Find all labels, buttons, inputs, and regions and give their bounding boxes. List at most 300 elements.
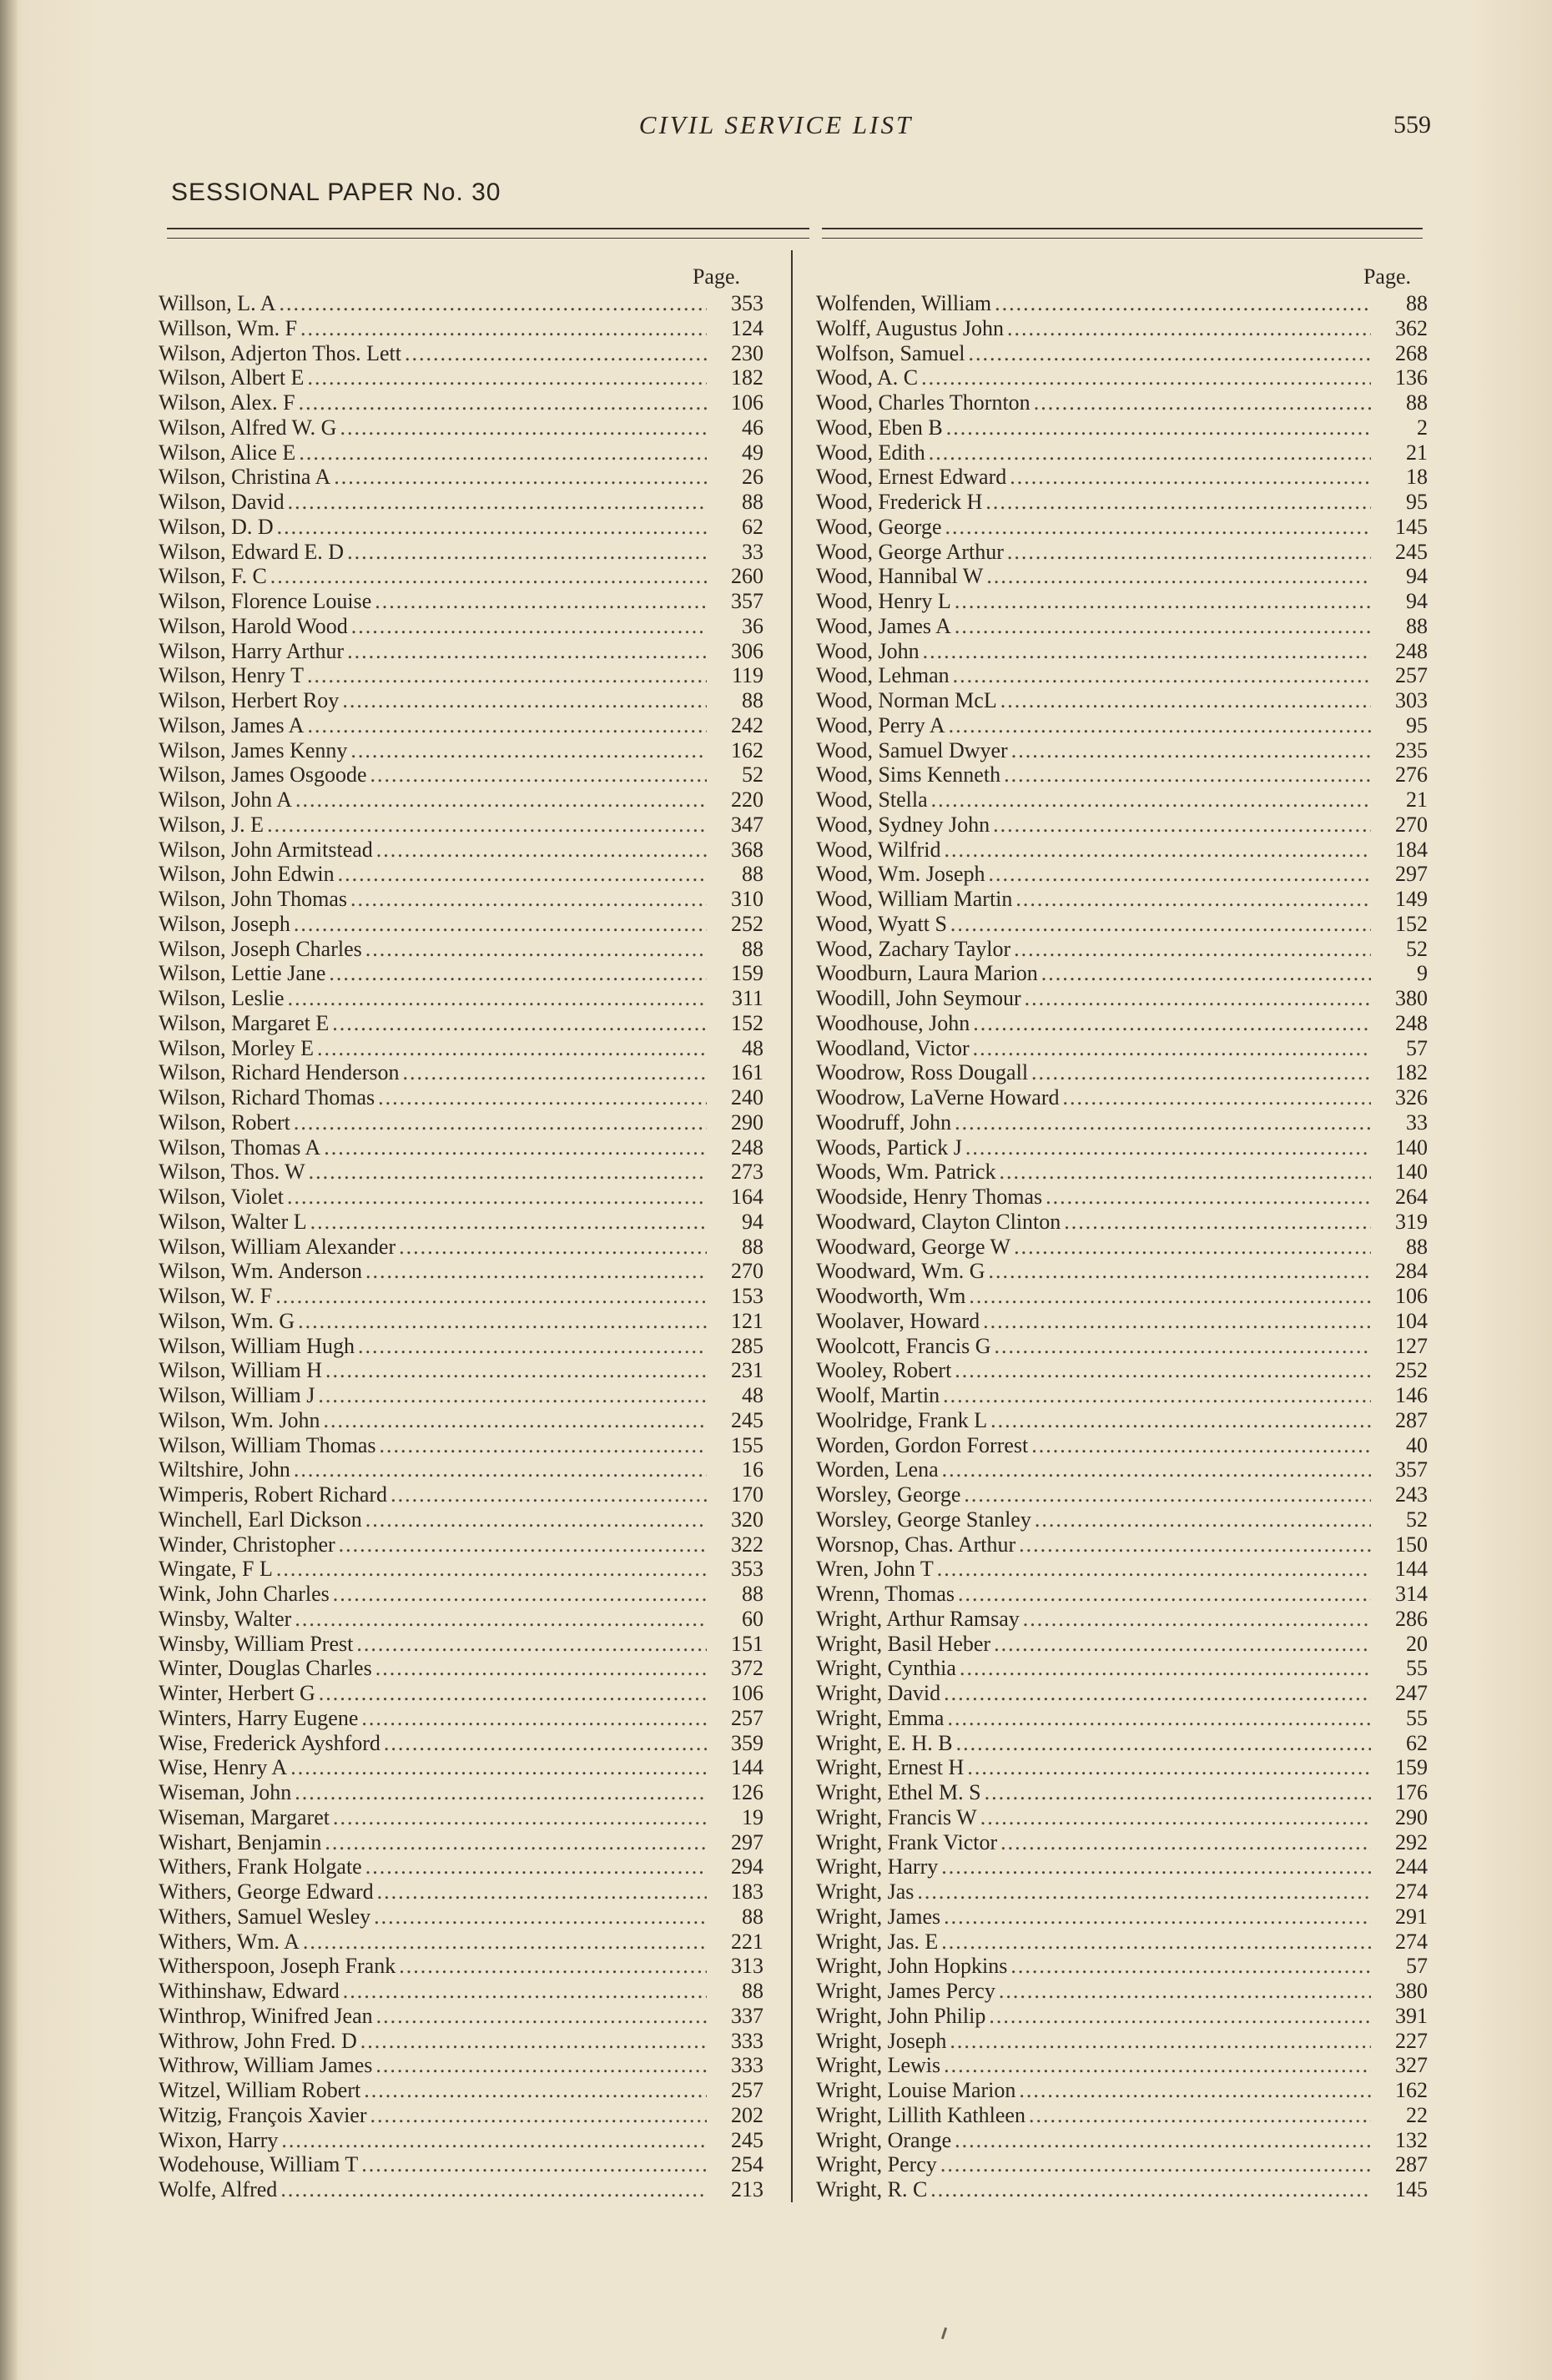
leader-dots: [955, 614, 1371, 639]
entry-name: Woodward, Wm. G: [816, 1259, 985, 1284]
entry-name: Wilson, Wm. Anderson: [159, 1259, 363, 1284]
entry-name: Wilson, William H: [159, 1358, 323, 1383]
entry-page-number: 333: [731, 2028, 763, 2053]
index-entry: [159, 1433, 763, 1458]
entry-page-number: 33: [1406, 1109, 1428, 1135]
index-entry: [816, 1854, 1428, 1879]
index-entry: [816, 1830, 1428, 1855]
header-rule-left: [167, 228, 809, 239]
entry-page-number: 257: [1395, 663, 1428, 688]
index-entry: [816, 1060, 1428, 1085]
index-entry: [159, 1656, 763, 1681]
index-entry: [816, 1036, 1428, 1061]
entry-name: Wilson, Henry T: [159, 663, 304, 688]
index-entry: [159, 1507, 763, 1532]
index-entry: [816, 1210, 1428, 1235]
leader-dots: [340, 415, 707, 440]
entry-page-number: 57: [1406, 1035, 1428, 1060]
leader-dots: [325, 1830, 707, 1855]
leader-dots: [375, 2053, 707, 2078]
entry-page-number: 353: [731, 291, 763, 315]
entry-name: Worsley, George Stanley: [816, 1507, 1031, 1532]
leader-dots: [946, 415, 1371, 440]
index-entry: [159, 2177, 763, 2202]
index-entry: [159, 1383, 763, 1408]
entry-name: Wiseman, John: [159, 1780, 292, 1804]
entry-page-number: 294: [731, 1854, 763, 1879]
index-entry: [159, 1731, 763, 1756]
leader-dots: [945, 515, 1371, 540]
entry-name: Wrenn, Thomas: [816, 1582, 955, 1606]
entry-page-number: 183: [731, 1879, 763, 1904]
entry-page-number: 242: [731, 712, 763, 737]
leader-dots: [1046, 1185, 1371, 1210]
index-entry: [816, 1607, 1428, 1632]
index-column-left: [159, 263, 763, 2202]
entry-page-number: 40: [1406, 1432, 1428, 1457]
entry-name: Wilson, John Thomas: [159, 887, 347, 911]
entry-name: Wilson, James Osgoode: [159, 762, 367, 787]
index-entry: [159, 2053, 763, 2078]
leader-dots: [944, 1681, 1371, 1706]
leader-dots: [310, 1210, 707, 1235]
entry-name: Wright, Ernest H: [816, 1755, 965, 1780]
leader-dots: [361, 1706, 707, 1731]
leader-dots: [960, 1656, 1371, 1681]
entry-name: Wright, John Philip: [816, 2003, 986, 2028]
leader-dots: [1011, 738, 1371, 763]
entry-page-number: 357: [731, 589, 763, 613]
entry-name: Wood, Charles Thornton: [816, 390, 1030, 415]
entry-page-number: 313: [731, 1954, 763, 1979]
running-title: CIVIL SERVICE LIST: [638, 110, 914, 139]
leader-dots: [347, 639, 707, 664]
entry-page-number: 247: [1395, 1681, 1428, 1705]
entry-page-number: 292: [1395, 1829, 1428, 1854]
entry-name: Withers, George Edward: [159, 1879, 374, 1904]
entry-page-number: 297: [1395, 862, 1428, 887]
column-divider: [791, 250, 793, 2202]
entry-name: Wise, Frederick Ayshford: [159, 1730, 380, 1755]
leader-dots: [360, 2029, 707, 2054]
leader-dots: [944, 838, 1371, 863]
index-entry: [159, 291, 763, 316]
index-entry: [159, 1830, 763, 1855]
entry-page-number: 62: [742, 514, 763, 539]
index-entry: [159, 713, 763, 738]
leader-dots: [380, 1433, 707, 1458]
entry-name: Wilson, James A: [159, 712, 305, 737]
leader-dots: [329, 961, 707, 986]
entry-page-number: 337: [731, 2003, 763, 2028]
entry-name: Wilson, David: [159, 490, 285, 514]
leader-dots: [290, 1755, 707, 1780]
index-entry: [159, 1706, 763, 1731]
index-entry: [816, 1755, 1428, 1780]
index-entry: [159, 1011, 763, 1036]
index-entry: [159, 515, 763, 540]
index-entry: [816, 639, 1428, 664]
leader-dots: [923, 639, 1371, 664]
index-entry: [159, 2128, 763, 2153]
entry-name: Wood, Wyatt S: [816, 911, 947, 936]
entry-page-number: 145: [1395, 514, 1428, 539]
entry-page-number: 357: [1395, 1457, 1428, 1482]
entry-page-number: 132: [1395, 2127, 1428, 2152]
leader-dots: [323, 1408, 707, 1433]
leader-dots: [986, 564, 1371, 589]
index-entry: [816, 390, 1428, 415]
entry-page-number: 88: [1406, 613, 1428, 638]
entry-page-number: 320: [731, 1507, 763, 1532]
entry-name: Winsby, Walter: [159, 1606, 292, 1631]
leader-dots: [973, 1011, 1371, 1036]
leader-dots: [929, 440, 1371, 465]
entry-page-number: 333: [731, 2053, 763, 2078]
entry-page-number: 144: [1395, 1557, 1428, 1582]
index-entry: [159, 1905, 763, 1930]
entry-name: Wood, Henry L: [816, 589, 951, 613]
entry-name: Wright, David: [816, 1681, 941, 1705]
entry-name: Wright, Orange: [816, 2127, 952, 2152]
leader-dots: [365, 1507, 707, 1532]
entry-name: Willson, Wm. F: [159, 315, 298, 340]
page-binding-edge: [0, 0, 18, 2380]
index-entry: [159, 738, 763, 763]
entry-name: Worden, Gordon Forrest: [816, 1432, 1029, 1457]
leader-dots: [270, 564, 707, 589]
index-entry: [816, 1433, 1428, 1458]
entry-name: Wilson, Thomas A: [159, 1135, 321, 1160]
leader-dots: [307, 365, 707, 390]
entry-name: Wilson, Robert: [159, 1109, 290, 1135]
entry-page-number: 126: [731, 1780, 763, 1804]
index-entry: [159, 1780, 763, 1805]
entry-page-number: 276: [1395, 762, 1428, 787]
entry-name: Wilson, Wm. G: [159, 1308, 295, 1333]
index-entry: [816, 1383, 1428, 1408]
leader-dots: [332, 1011, 707, 1036]
entry-page-number: 146: [1395, 1383, 1428, 1407]
index-entry: [816, 1780, 1428, 1805]
entry-page-number: 106: [731, 1681, 763, 1705]
index-entry: [816, 2152, 1428, 2177]
leader-dots: [968, 341, 1371, 366]
leader-dots: [943, 1383, 1371, 1408]
entry-name: Winsby, William Prest: [159, 1631, 354, 1656]
entry-name: Wilson, William Alexander: [159, 1234, 396, 1259]
index-entry: [816, 2177, 1428, 2202]
index-entry: [159, 1036, 763, 1061]
leader-dots: [989, 1259, 1371, 1284]
index-entry: [816, 540, 1428, 565]
entry-name: Wright, E. H. B: [816, 1730, 953, 1755]
leader-dots: [307, 713, 707, 738]
entry-page-number: 359: [731, 1730, 763, 1755]
entry-name: Witherspoon, Joseph Frank: [159, 1954, 396, 1979]
index-entry: [159, 440, 763, 465]
leader-dots: [384, 1731, 707, 1756]
index-entry: [816, 961, 1428, 986]
index-entry: [816, 1532, 1428, 1557]
leader-dots: [1004, 762, 1371, 787]
entry-page-number: 182: [731, 365, 763, 390]
leader-dots: [1031, 1060, 1371, 1085]
leader-dots: [288, 986, 707, 1011]
entry-page-number: 88: [742, 862, 763, 887]
index-entry: [816, 813, 1428, 838]
leader-dots: [999, 1979, 1371, 2004]
entry-name: Wilson, Joseph: [159, 911, 290, 936]
index-entry: [816, 1557, 1428, 1582]
entry-page-number: 257: [731, 2078, 763, 2102]
index-entry: [159, 465, 763, 490]
entry-page-number: 19: [742, 1804, 763, 1829]
index-entry: [816, 1656, 1428, 1681]
index-entry: [159, 787, 763, 813]
index-entry: [159, 2078, 763, 2103]
leader-dots: [965, 1135, 1371, 1160]
entry-page-number: 48: [742, 1383, 763, 1407]
leader-dots: [299, 390, 707, 415]
entry-name: Wilson, F. C: [159, 564, 267, 589]
leader-dots: [956, 1731, 1371, 1756]
entry-page-number: 2: [1417, 415, 1428, 440]
entry-name: Wood, Samuel Dwyer: [816, 737, 1008, 762]
leader-dots: [364, 2078, 707, 2103]
leader-dots: [405, 341, 707, 366]
entry-name: Woodward, George W: [816, 1234, 1011, 1259]
entry-name: Woodill, John Seymour: [816, 986, 1021, 1010]
entry-page-number: 88: [1406, 390, 1428, 415]
entry-page-number: 55: [1406, 1656, 1428, 1681]
entry-page-number: 235: [1395, 737, 1428, 762]
entry-name: Wooley, Robert: [816, 1358, 952, 1383]
index-entry: [816, 762, 1428, 787]
leader-dots: [967, 1755, 1371, 1780]
index-entry: [816, 1358, 1428, 1383]
entry-page-number: 274: [1395, 1929, 1428, 1954]
entry-page-number: 248: [1395, 1010, 1428, 1035]
entry-page-number: 88: [1406, 291, 1428, 315]
entry-page-number: 106: [1395, 1284, 1428, 1308]
entry-name: Wilson, Lettie Jane: [159, 961, 326, 986]
entry-name: Winter, Herbert G: [159, 1681, 315, 1705]
index-entry: [816, 1879, 1428, 1905]
leader-dots: [1014, 1235, 1371, 1260]
index-entry: [816, 515, 1428, 540]
index-entry: [816, 1954, 1428, 1979]
entry-page-number: 260: [731, 564, 763, 589]
leader-dots: [1019, 1532, 1371, 1557]
leader-dots: [964, 1482, 1371, 1507]
index-entry: [159, 762, 763, 787]
entry-name: Woodruff, John: [816, 1109, 952, 1135]
entry-page-number: 227: [1395, 2028, 1428, 2053]
leader-dots: [280, 291, 707, 316]
entry-name: Wilson, Alex. F: [159, 390, 295, 415]
entry-page-number: 244: [1395, 1854, 1428, 1879]
index-entry: [816, 1135, 1428, 1160]
index-entry: [159, 2152, 763, 2177]
leader-dots: [958, 1582, 1371, 1607]
entry-name: Wood, Sydney John: [816, 812, 990, 837]
entry-page-number: 9: [1417, 961, 1428, 986]
leader-dots: [942, 1457, 1371, 1482]
entry-page-number: 88: [742, 1904, 763, 1929]
entry-page-number: 88: [742, 936, 763, 961]
entry-page-number: 145: [1395, 2177, 1428, 2201]
leader-dots: [350, 738, 707, 763]
leader-dots: [334, 465, 707, 490]
entry-page-number: 16: [742, 1457, 763, 1482]
index-entry: [816, 490, 1428, 515]
index-entry: [159, 589, 763, 614]
index-entry: [159, 540, 763, 565]
index-entry: [159, 1334, 763, 1359]
entry-page-number: 46: [742, 415, 763, 440]
entry-name: Wood, Eben B: [816, 415, 943, 440]
leader-dots: [276, 1557, 707, 1582]
index-entry: [816, 1085, 1428, 1110]
entry-name: Wood, A. C: [816, 365, 919, 390]
leader-dots: [995, 1334, 1372, 1359]
leader-dots: [370, 2103, 708, 2128]
entry-name: Wilson, John Armitstead: [159, 837, 373, 862]
entry-name: Wilson, Margaret E: [159, 1010, 330, 1035]
entry-name: Wilson, Albert E: [159, 365, 305, 390]
leader-dots: [1000, 1830, 1371, 1855]
entry-name: Wilson, W. F: [159, 1284, 273, 1308]
leader-dots: [399, 1954, 707, 1979]
entry-name: Wolfe, Alfred: [159, 2177, 278, 2201]
index-entry: [159, 2103, 763, 2128]
entry-page-number: 306: [731, 638, 763, 663]
entry-name: Wright, Lillith Kathleen: [816, 2102, 1025, 2127]
entry-page-number: 151: [731, 1631, 763, 1656]
leader-dots: [351, 614, 707, 639]
entry-name: Wilson, Morley E: [159, 1035, 314, 1060]
entry-name: Wright, Harry: [816, 1854, 939, 1879]
leader-dots: [333, 1582, 707, 1607]
entry-page-number: 33: [742, 539, 763, 564]
index-entry: [816, 1457, 1428, 1482]
page-number: 559: [1393, 111, 1431, 138]
leader-dots: [376, 2004, 707, 2029]
entry-name: Wood, Frederick H: [816, 490, 983, 514]
index-entry: [816, 1905, 1428, 1930]
index-entry: [159, 1681, 763, 1706]
entry-page-number: 270: [1395, 812, 1428, 837]
index-entry: [159, 490, 763, 515]
entry-page-number: 184: [1395, 837, 1428, 862]
entry-page-number: 243: [1395, 1482, 1428, 1507]
entry-page-number: 362: [1395, 315, 1428, 340]
index-entry: [816, 1979, 1428, 2004]
index-entry: [159, 1854, 763, 1879]
entry-page-number: 319: [1395, 1209, 1428, 1234]
header-rule-right: [822, 228, 1423, 239]
index-entry: [816, 1681, 1428, 1706]
leader-dots: [1023, 1607, 1371, 1632]
leader-dots: [339, 1532, 707, 1557]
index-entry: [159, 390, 763, 415]
entry-name: Withrow, John Fred. D: [159, 2028, 357, 2053]
entry-page-number: 94: [1406, 564, 1428, 589]
entry-name: Worsley, George: [816, 1482, 961, 1507]
leader-dots: [941, 1854, 1371, 1879]
entry-page-number: 254: [731, 2152, 763, 2177]
entry-name: Wilson, Edward E. D: [159, 539, 345, 564]
entry-page-number: 182: [1395, 1060, 1428, 1085]
entry-page-number: 48: [742, 1035, 763, 1060]
entry-name: Wright, Cynthia: [816, 1656, 956, 1681]
entry-page-number: 380: [1395, 986, 1428, 1010]
leader-dots: [309, 1160, 707, 1185]
leader-dots: [374, 1905, 707, 1930]
leader-dots: [1019, 2078, 1371, 2103]
index-entry: [159, 986, 763, 1011]
index-entry: [159, 862, 763, 887]
leader-dots: [1035, 1507, 1371, 1532]
leader-dots: [377, 1879, 707, 1905]
entry-page-number: 286: [1395, 1606, 1428, 1631]
entry-name: Wood, Edith: [816, 440, 925, 465]
entry-name: Wright, Ethel M. S: [816, 1780, 981, 1804]
entry-page-number: 21: [1406, 440, 1428, 465]
leader-dots: [941, 1930, 1371, 1955]
leader-dots: [299, 440, 707, 465]
leader-dots: [365, 1259, 707, 1284]
index-entry: [159, 316, 763, 341]
leader-dots: [342, 688, 707, 713]
entry-page-number: 231: [731, 1358, 763, 1383]
index-entry: [816, 341, 1428, 366]
index-entry: [816, 1011, 1428, 1036]
leader-dots: [1000, 1160, 1371, 1185]
entry-name: Woodland, Victor: [816, 1035, 970, 1060]
index-entry: [159, 1085, 763, 1110]
leader-dots: [1064, 1210, 1371, 1235]
entry-page-number: 252: [731, 911, 763, 936]
leader-dots: [953, 663, 1371, 688]
entry-page-number: 57: [1406, 1954, 1428, 1979]
index-entry: [816, 564, 1428, 589]
entry-name: Withinshaw, Edward: [159, 1979, 340, 2003]
entry-name: Wright, Lewis: [816, 2053, 941, 2078]
page-column-heading: Page.: [1363, 264, 1411, 289]
index-entry: [816, 589, 1428, 614]
entry-page-number: 106: [731, 390, 763, 415]
index-entry: [816, 1731, 1428, 1756]
leader-dots: [376, 838, 707, 863]
index-entry: [816, 1930, 1428, 1955]
index-entry: [159, 1582, 763, 1607]
entry-page-number: 240: [731, 1085, 763, 1109]
entry-name: Woolaver, Howard: [816, 1308, 980, 1333]
leader-dots: [917, 1879, 1371, 1905]
index-entry: [159, 1284, 763, 1309]
index-entry: [816, 1632, 1428, 1657]
index-entry: [159, 1235, 763, 1260]
leader-dots: [325, 1358, 707, 1383]
entry-name: Wilson, Violet: [159, 1185, 285, 1209]
entry-page-number: 36: [742, 613, 763, 638]
index-entry: [816, 1408, 1428, 1433]
sessional-paper-label: SESSIONAL PAPER No. 30: [171, 179, 501, 206]
index-entry: [816, 1160, 1428, 1185]
leader-dots: [937, 1557, 1371, 1582]
